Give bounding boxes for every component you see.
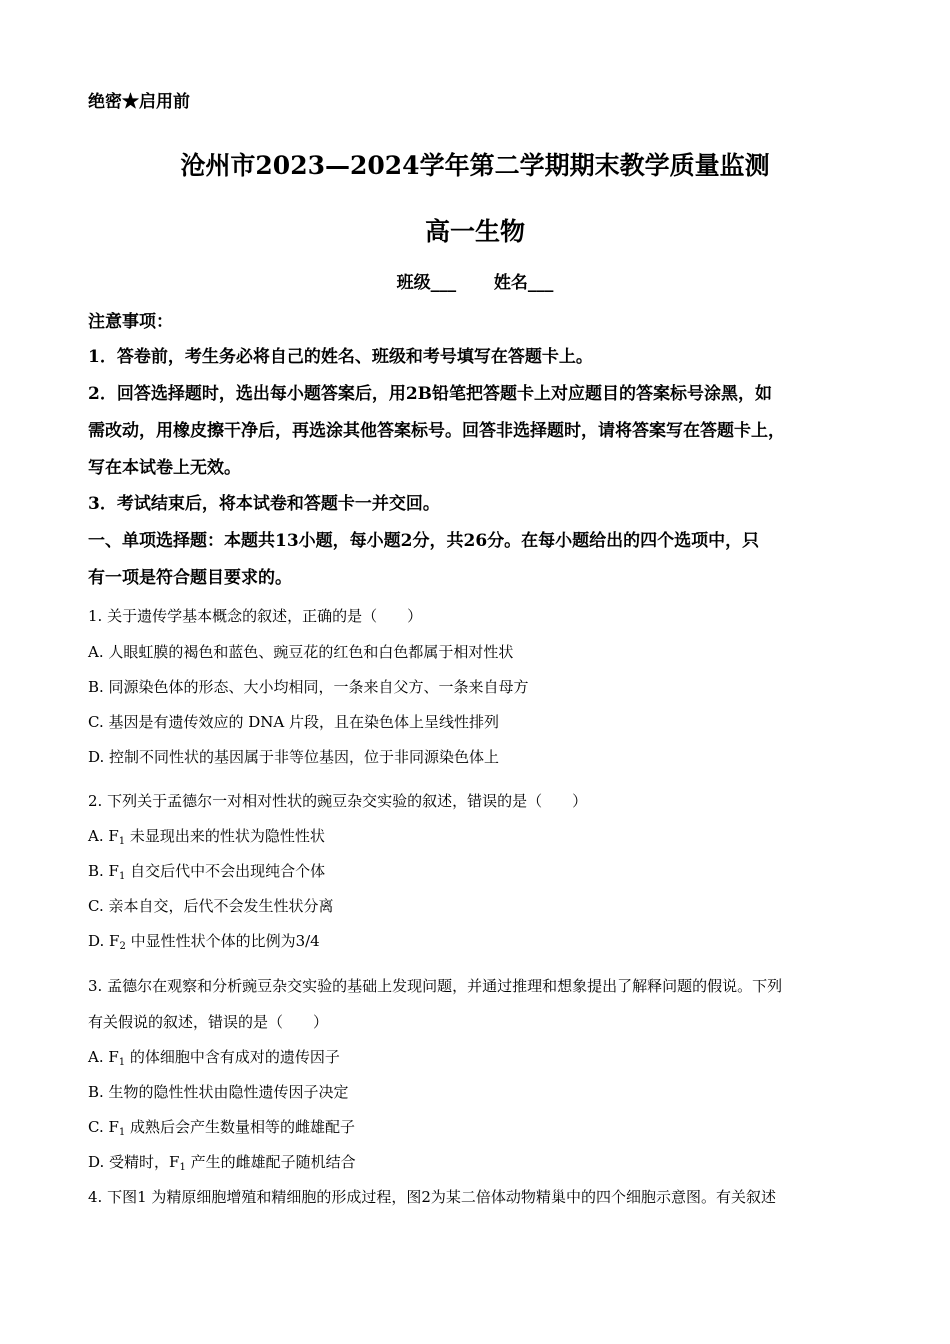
q3-option-b: B. 生物的隐性性状由隐性遗传因子决定: [88, 1083, 349, 1101]
notice-item-3: 3．考试结束后，将本试卷和答题卡一并交回。: [88, 494, 440, 514]
q3-c-sub: 1: [118, 1127, 126, 1138]
q2-option-c: C. 亲本自交，后代不会发生性状分离: [88, 897, 334, 915]
q2-d-sub: 2: [119, 941, 126, 952]
q1-option-c: C. 基因是有遗传效应的 DNA 片段，且在染色体上呈线性排列: [88, 713, 500, 731]
q2-a-pre: A. F: [88, 827, 119, 845]
notice-item-2-line-2: 需改动，用橡皮擦干净后，再选涂其他答案标号。回答非选择题时，请将答案写在答题卡上，: [88, 421, 785, 441]
subject-title: 高一生物: [424, 217, 525, 246]
q2-d-pre: D. F: [88, 932, 120, 950]
section-1-line-2: 有一项是符合题目要求的。: [88, 568, 292, 588]
q2-b-pre: B. F: [88, 862, 119, 880]
q3-option-d: [88, 1151, 356, 1173]
q2-option-a: [88, 825, 325, 847]
name-label: 姓名___: [493, 273, 554, 293]
q3-option-c: [88, 1116, 355, 1138]
q3-d-pre: D. 受精时，F: [88, 1153, 180, 1171]
q4-stem-line-1: 4. 下图1 为精原细胞增殖和精细胞的形成过程，图2为某二倍体动物精巢中的四个细胞示意图。有关叙述: [88, 1188, 776, 1206]
notice-item-2-line-1: 2．回答选择题时，选出每小题答案后，用2B铅笔把答题卡上对应题目的答案标号涂黑，如: [88, 384, 773, 404]
q3-stem-line-2: 有关假说的叙述，错误的是（ ）: [88, 1013, 329, 1031]
q2-d-post: 中显性性状个体的比例为3/4: [125, 932, 320, 950]
q3-d-sub: 1: [179, 1162, 186, 1173]
q2-option-d: [88, 930, 320, 952]
notice-heading: 注意事项：: [88, 312, 173, 332]
q2-a-sub: 1: [118, 836, 126, 847]
exam-title: 沧州市2023—2024学年第二学期期末教学质量监测: [180, 151, 770, 180]
q3-c-post: 成熟后会产生数量相等的雌雄配子: [125, 1118, 356, 1136]
q2-b-post: 自交后代中不会出现纯合个体: [125, 862, 326, 880]
q2-b-sub: 1: [118, 871, 126, 882]
q1-option-a: A. 人眼虹膜的褐色和蓝色、豌豆花的红色和白色都属于相对性状: [88, 643, 514, 661]
q3-a-pre: A. F: [88, 1048, 119, 1066]
q3-d-post: 产生的雌雄配子随机结合: [185, 1153, 356, 1171]
notice-item-2-line-3: 写在本试卷上无效。: [88, 458, 241, 478]
confidential-mark: 绝密★启用前: [88, 92, 190, 112]
notice-item-1: 1．答卷前，考生务必将自己的姓名、班级和考号填写在答题卡上。: [88, 347, 593, 367]
q3-a-sub: 1: [118, 1057, 126, 1068]
q3-stem-line-1: 3. 孟德尔在观察和分析豌豆杂交实验的基础上发现问题，并通过推理和想象提出了解释问题的假说。下列: [88, 977, 783, 995]
q2-stem: 2. 下列关于孟德尔一对相对性状的豌豆杂交实验的叙述，错误的是（ ）: [88, 792, 588, 810]
q1-option-d: D. 控制不同性状的基因属于非等位基因，位于非同源染色体上: [88, 748, 500, 766]
q3-a-post: 的体细胞中含有成对的遗传因子: [125, 1048, 340, 1066]
q3-c-pre: C. F: [88, 1118, 119, 1136]
q2-option-b: [88, 860, 325, 882]
section-1-line-1: 一、单项选择题：本题共13小题，每小题2分，共26分。在每小题给出的四个选项中，只: [88, 531, 760, 551]
q1-stem: 1. 关于遗传学基本概念的叙述，正确的是（ ）: [88, 607, 423, 625]
q1-option-b: B. 同源染色体的形态、大小均相同，一条来自父方、一条来自母方: [88, 678, 529, 696]
class-label: 班级___: [396, 273, 457, 293]
q2-a-post: 未显现出来的性状为隐性性状: [125, 827, 325, 845]
class-name-line: [0, 268, 950, 293]
q3-option-a: [88, 1046, 340, 1068]
